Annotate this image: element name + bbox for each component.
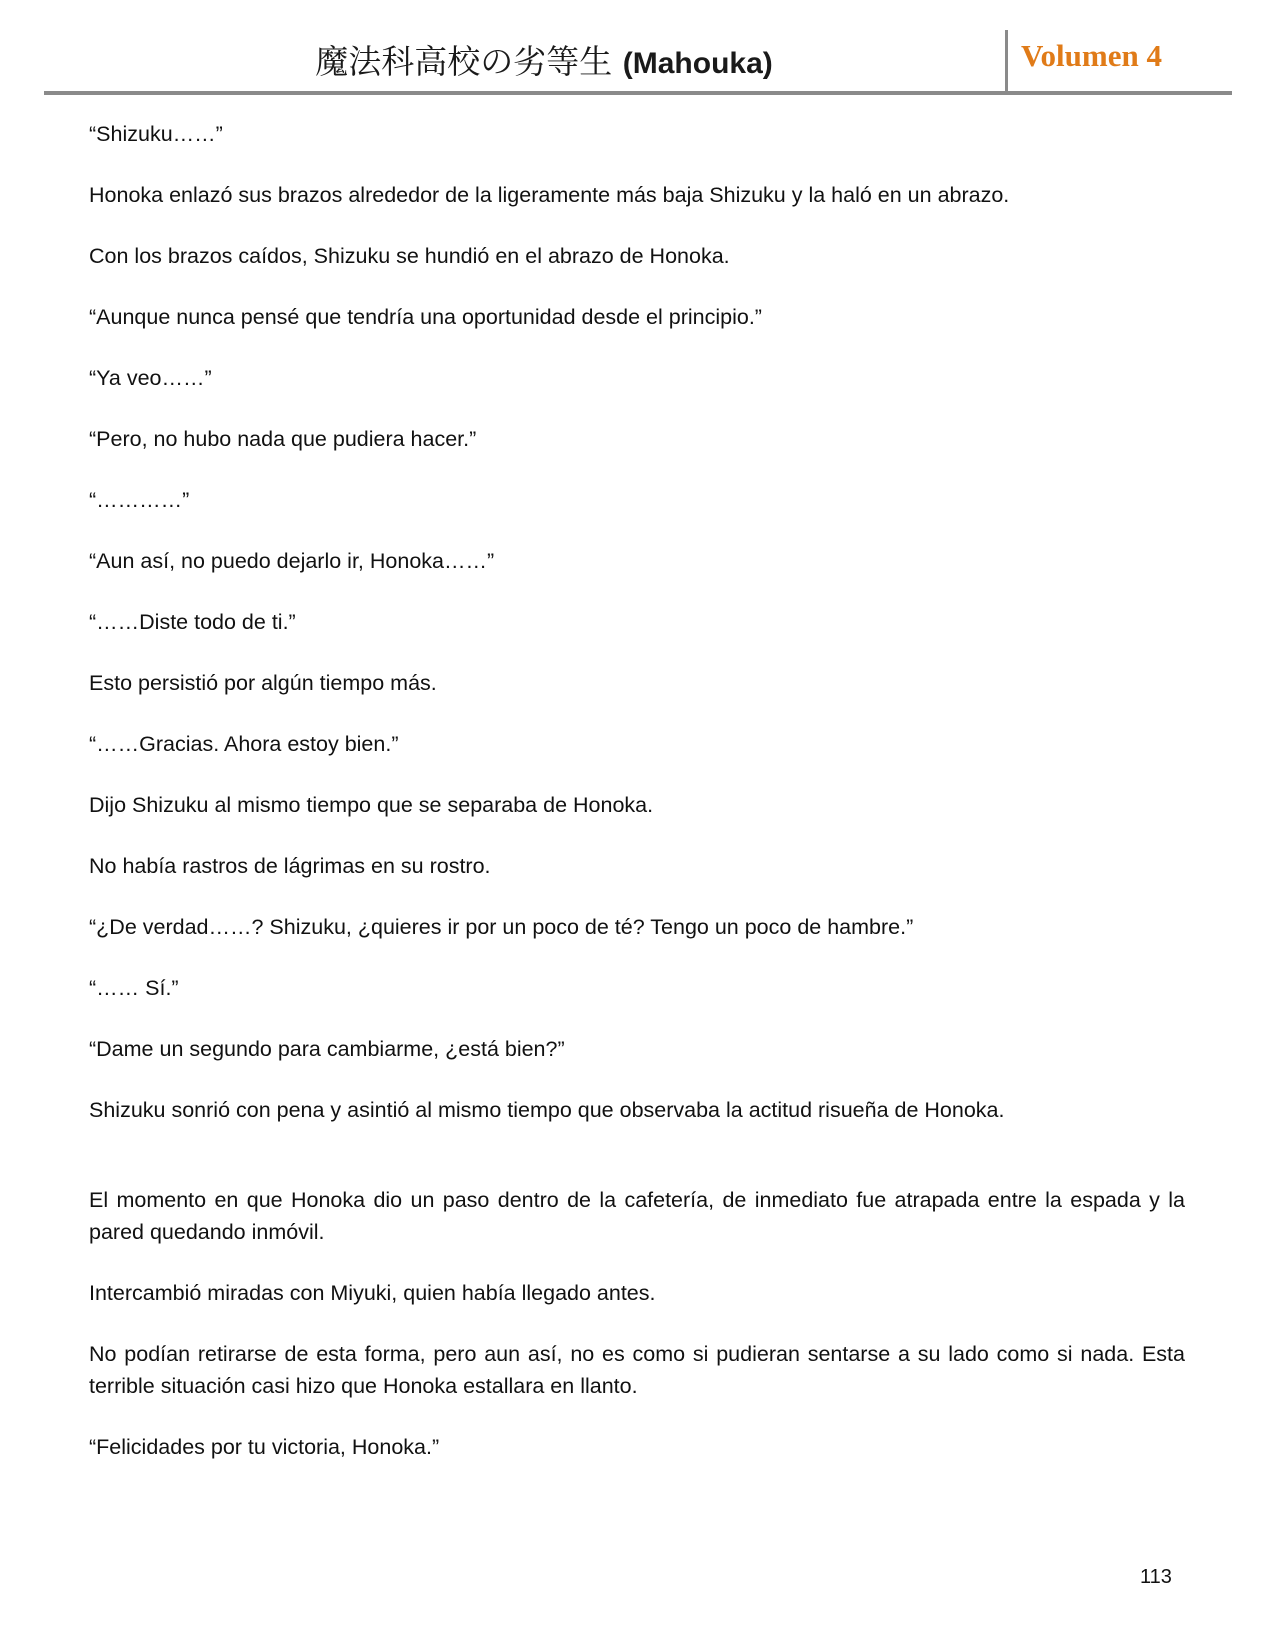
paragraph: “Aunque nunca pensé que tendría una oportunidad desde el principio.” — [89, 305, 762, 329]
paragraph: Dijo Shizuku al mismo tiempo que se separaba de Honoka. — [89, 793, 654, 817]
header-divider — [1005, 30, 1008, 92]
paragraph: Intercambió miradas con Miyuki, quien había llegado antes. — [89, 1281, 656, 1305]
page-number: 113 — [1140, 1566, 1172, 1588]
paragraph: No podían retirarse de esta forma, pero aun así, no es como si pudieran sentarse a su lado como si nada. Esta terrible situación casi hizo que Honoka estallara en llanto. — [89, 1342, 1185, 1398]
paragraph: “Shizuku……” — [89, 122, 223, 146]
book-title-latin: (Mahouka) — [622, 47, 773, 80]
paragraph: “…… Sí.” — [89, 976, 179, 1000]
paragraph: “Felicidades por tu victoria, Honoka.” — [89, 1435, 440, 1459]
paragraph: “¿De verdad……? Shizuku, ¿quieres ir por un poco de té? Tengo un poco de hambre.” — [89, 915, 914, 939]
book-title — [44, 36, 1044, 83]
paragraph: “……Diste todo de ti.” — [89, 610, 296, 634]
book-title-japanese: 魔法科高校の劣等生 — [315, 42, 613, 81]
paragraph: El momento en que Honoka dio un paso dentro de la cafetería, de inmediato fue atrapada entre la espada y la pared quedando inmóvil. — [89, 1188, 1185, 1244]
page-header — [44, 28, 1232, 94]
paragraph: “……Gracias. Ahora estoy bien.” — [89, 732, 399, 756]
paragraph: Con los brazos caídos, Shizuku se hundió en el abrazo de Honoka. — [89, 244, 730, 268]
paragraph: “Ya veo……” — [89, 366, 212, 390]
volume-label: Volumen 4 — [1021, 38, 1162, 73]
paragraph: “Aun así, no puedo dejarlo ir, Honoka……” — [89, 549, 495, 573]
paragraph: Esto persistió por algún tiempo más. — [89, 671, 437, 695]
paragraph: Shizuku sonrió con pena y asintió al mismo tiempo que observaba la actitud risueña de Honoka. — [89, 1098, 1005, 1122]
paragraph: “Pero, no hubo nada que pudiera hacer.” — [89, 427, 477, 451]
paragraph: No había rastros de lágrimas en su rostro. — [89, 854, 491, 878]
paragraph: “Dame un segundo para cambiarme, ¿está bien?” — [89, 1037, 565, 1061]
paragraph: Honoka enlazó sus brazos alrededor de la ligeramente más baja Shizuku y la haló en un abrazo. — [89, 183, 1010, 207]
header-rule — [44, 91, 1232, 95]
page-body — [89, 118, 1185, 1492]
paragraph: “…………” — [89, 488, 190, 512]
